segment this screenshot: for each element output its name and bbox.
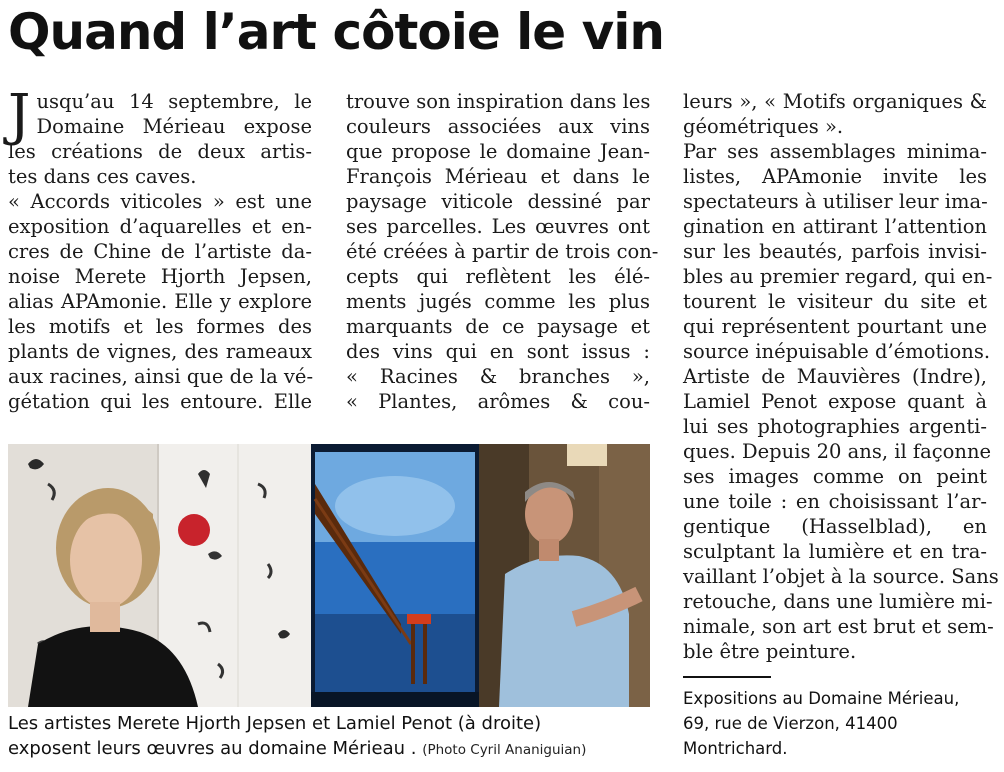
text-line: les motifs et les formes des	[8, 315, 312, 338]
text-line: tourent le visiteur du site et	[683, 290, 987, 313]
text-line: trouve son inspiration dans les	[346, 90, 651, 113]
text-line: paysage viticole dessiné par	[346, 190, 650, 213]
exhibition-info	[683, 686, 993, 761]
text-line: lui ses photographies argenti-	[683, 415, 987, 438]
text-line: gination en attirant l’attention	[683, 215, 987, 238]
text-line: François Mérieau et dans le	[346, 165, 650, 188]
photo-caption	[8, 711, 668, 763]
text-line: noise Merete Hjorth Jepsen,	[8, 265, 312, 288]
text-line: que propose le domaine Jean-	[346, 140, 650, 163]
text-line: ses parcelles. Les œuvres ont	[346, 215, 650, 238]
text-line: géométriques ».	[683, 115, 844, 138]
text-line: « Racines & branches »,	[346, 365, 650, 388]
text-line: nimale, son art est brut et sem-	[683, 615, 994, 638]
article-headline: Quand l’art côtoie le vin	[8, 3, 664, 61]
text-line: une toile : en choisissant l’ar-	[683, 490, 987, 513]
article-column-1	[8, 83, 314, 414]
text-line: Lamiel Penot expose quant à	[683, 390, 987, 413]
caption-line-2: exposent leurs œuvres au domaine Mérieau .	[8, 738, 417, 759]
photo-lamiel-penot	[479, 444, 650, 707]
text-line: couleurs associées aux vins	[346, 115, 650, 138]
text-line: ses images comme on peint	[683, 465, 987, 488]
text-line: usqu’au 14 septembre, le	[36, 90, 312, 113]
text-line: Artiste de Mauvières (Indre),	[683, 365, 987, 388]
text-line: ques. Depuis 20 ans, il façonne	[683, 440, 992, 463]
text-line: cres de Chine de l’artiste da-	[8, 240, 312, 263]
text-line: Par ses assemblages minima-	[683, 140, 987, 163]
text-line: retouche, dans une lumière mi-	[683, 590, 993, 613]
text-line: des vins qui en sont issus :	[346, 340, 650, 363]
text-line: ments jugés comme les plus	[346, 290, 650, 313]
drop-cap: J	[8, 83, 31, 148]
text-line: listes, APAmonie invite les	[683, 165, 987, 188]
photo-merete-hjorth-jepsen	[8, 444, 311, 707]
photo-credit: (Photo Cyril Ananiguian)	[422, 742, 587, 758]
text-line: exposition d’aquarelles et en-	[8, 215, 312, 238]
text-line: leurs », « Motifs organiques &	[683, 90, 987, 113]
text-line: « Plantes, arômes & cou-	[346, 390, 650, 413]
text-line: vaillant l’objet à la source. Sans	[683, 565, 999, 588]
article-column-2	[346, 89, 659, 414]
text-line: aux racines, ainsi que de la vé-	[8, 365, 314, 388]
text-line: ble être peinture.	[683, 640, 857, 663]
text-line: tes dans ces caves.	[8, 165, 197, 188]
text-line: qui représentent pourtant une	[683, 315, 987, 338]
info-line: Montrichard.	[683, 739, 788, 758]
info-divider	[683, 676, 771, 678]
text-line: bles au premier regard, qui en-	[683, 265, 993, 288]
text-line: marquants de ce paysage et	[346, 315, 650, 338]
text-line: gentique (Hasselblad), en	[683, 515, 987, 538]
text-line: spectateurs à utiliser leur ima-	[683, 190, 988, 213]
text-line: « Accords viticoles » est une	[8, 190, 312, 213]
info-line: Expositions au Domaine Mérieau,	[683, 689, 960, 708]
text-line: été créées à partir de trois con-	[346, 240, 659, 263]
text-line: les créations de deux artis-	[8, 140, 312, 163]
text-line: alias APAmonie. Elle y explore	[8, 290, 312, 313]
article-column-3	[683, 89, 999, 664]
text-line: sur les beautés, parfois invisi-	[683, 240, 987, 263]
text-line: sculptant la lumière et en tra-	[683, 540, 987, 563]
text-line: gétation qui les entoure. Elle	[8, 390, 312, 413]
text-line: source inépuisable d’émotions.	[683, 340, 991, 363]
text-line: cepts qui reflètent les élé-	[346, 265, 650, 288]
caption-line-1: Les artistes Merete Hjorth Jepsen et Lamiel Penot (à droite)	[8, 713, 542, 734]
text-line: Domaine Mérieau expose	[36, 115, 312, 138]
photo-blue-artwork	[311, 444, 479, 707]
text-line: plants de vignes, des rameaux	[8, 340, 312, 363]
info-line: 69, rue de Vierzon, 41400	[683, 714, 898, 733]
